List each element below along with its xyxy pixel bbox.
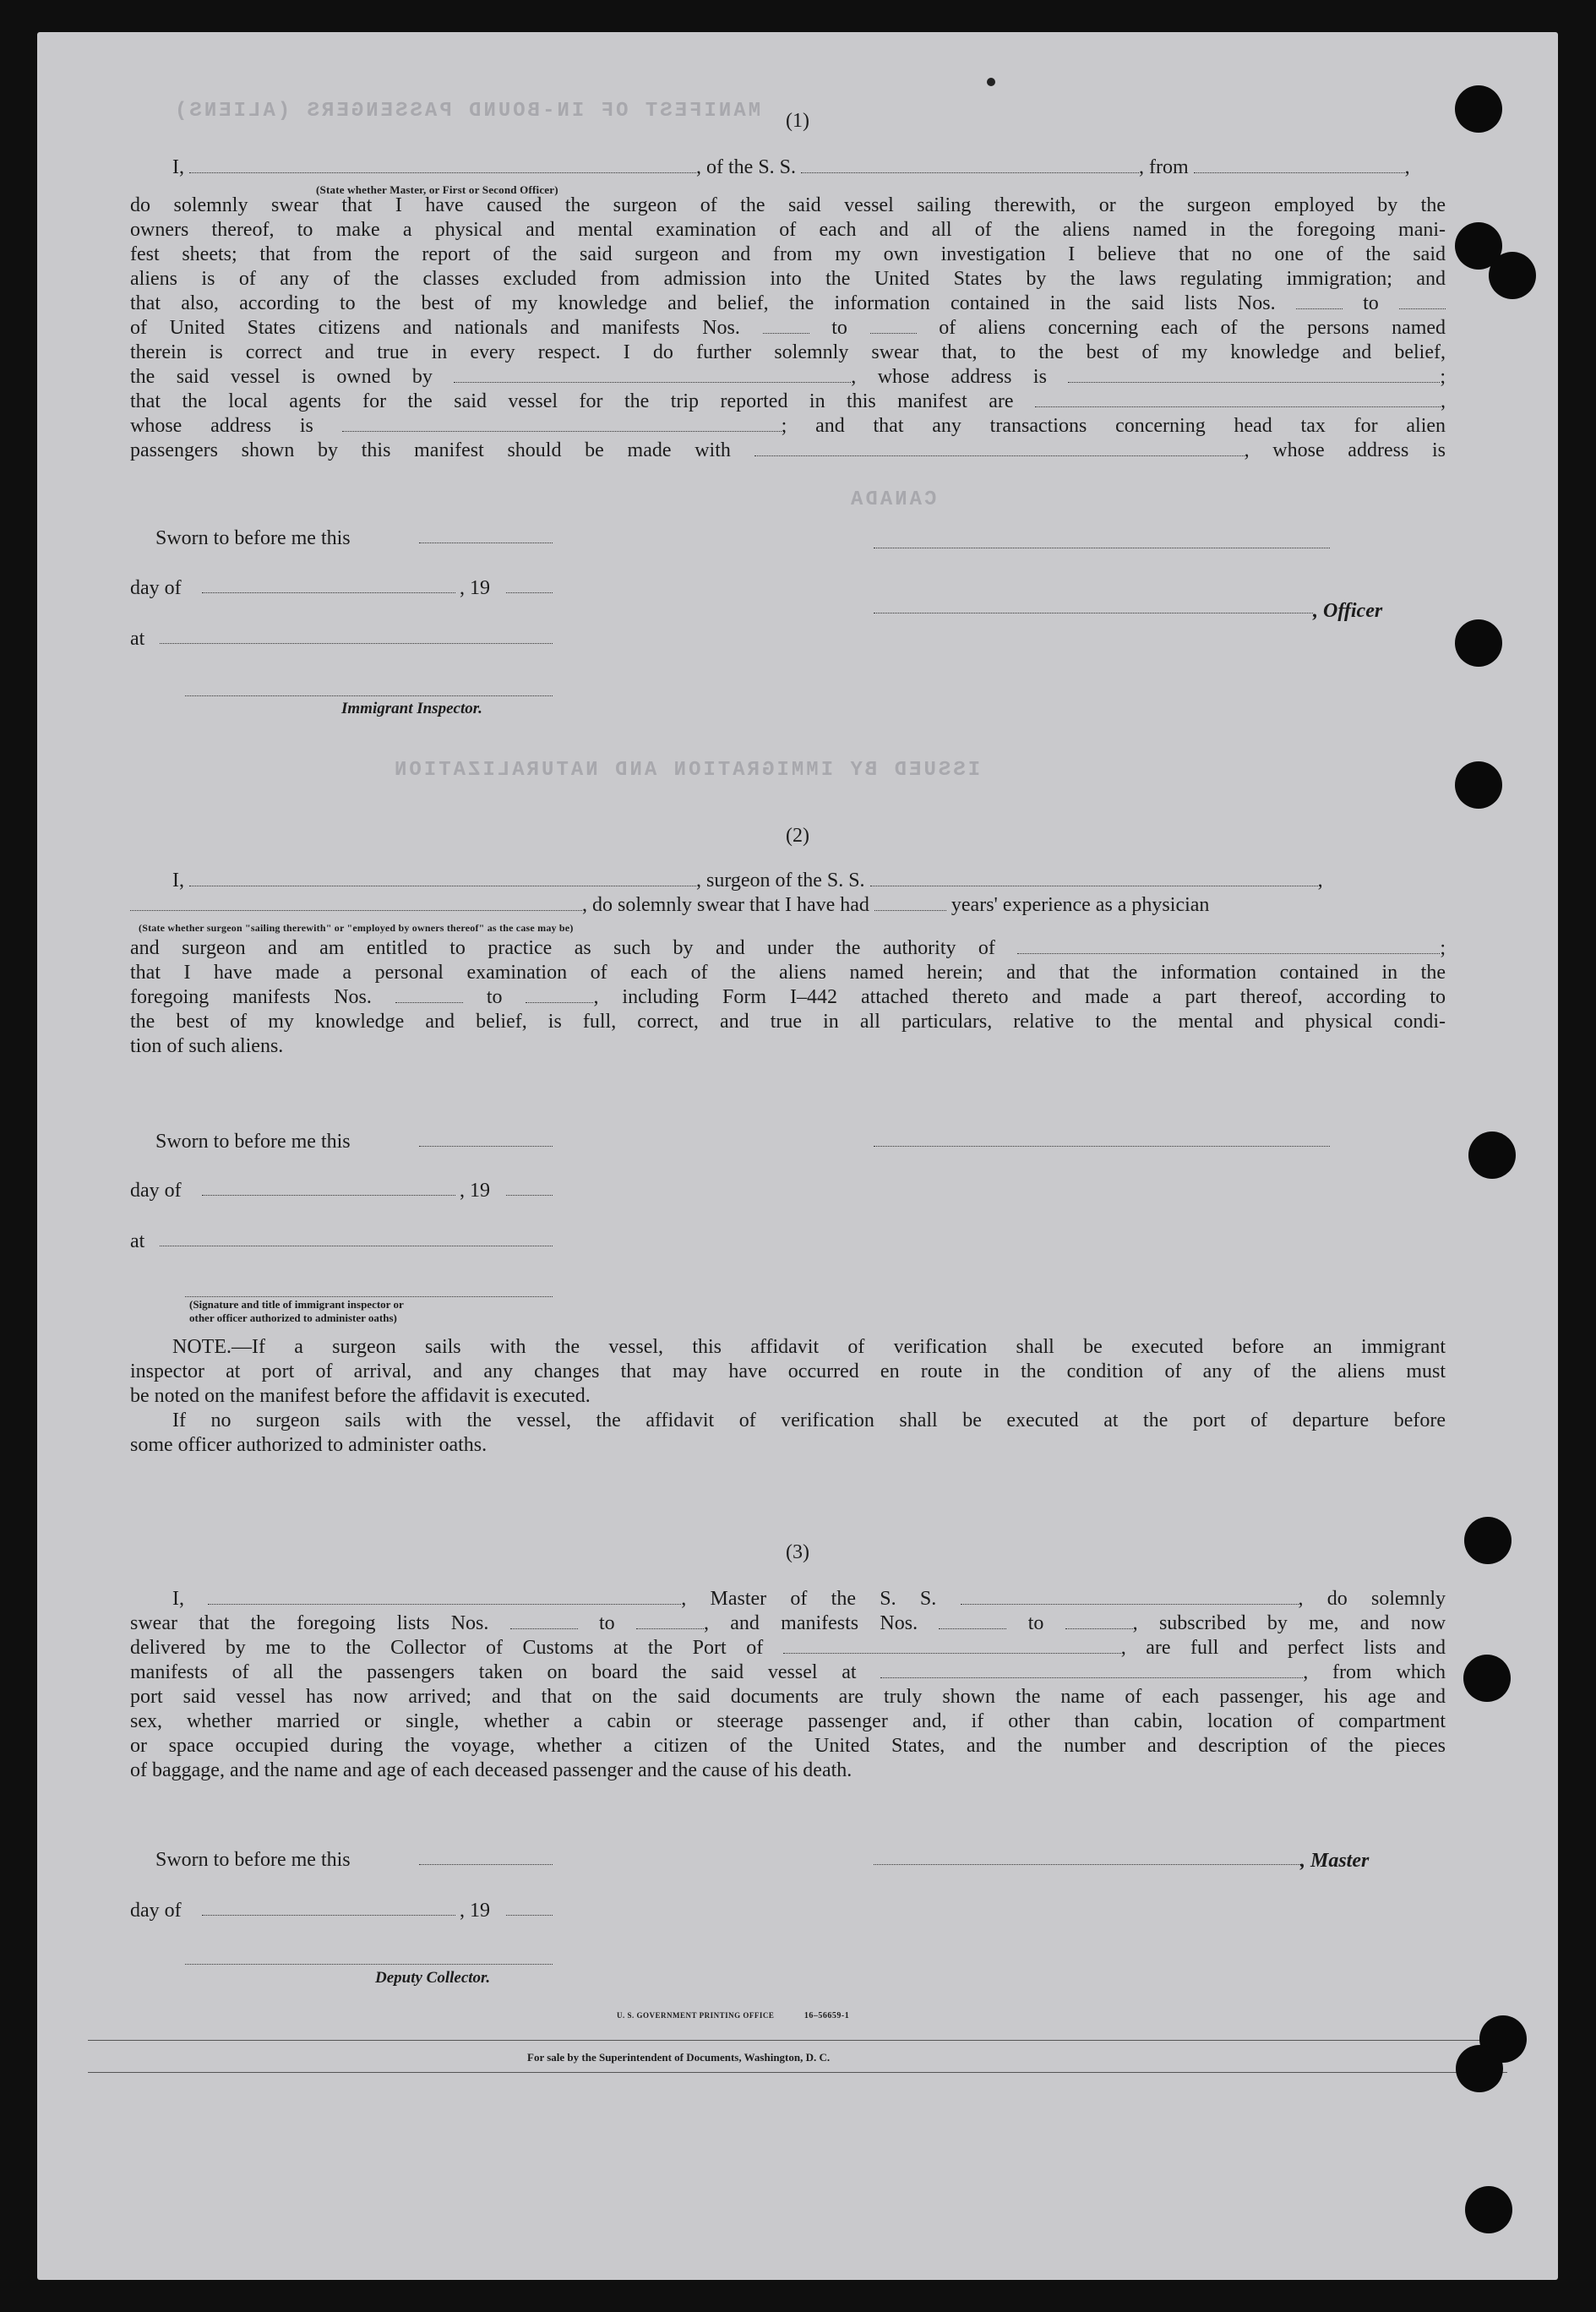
note-line-3: be noted on the manifest before the affidavit is executed.	[130, 1385, 591, 1407]
s1-line-9: the said vessel is owned by , whose address is ;	[130, 366, 1446, 388]
officer-name-field[interactable]	[189, 172, 696, 173]
section-1-body	[130, 155, 1446, 463]
s3-month-field[interactable]	[202, 1915, 455, 1916]
section-1-heading: (1)	[786, 110, 809, 132]
lists-to-field[interactable]	[1399, 308, 1446, 309]
s3-line-5: port said vessel has now arrived; and that on the said documents are truly shown the name of each passenger, his age and	[130, 1686, 1446, 1708]
s1-at-label: at	[130, 628, 145, 650]
s3-manifests-to-field[interactable]	[1065, 1628, 1133, 1629]
bleed-through-text: ISSUED BY IMMIGRATION AND NATURALIZATION	[392, 759, 981, 782]
s2-line-6: the best of my knowledge and belief, is full, correct, and true in all particulars, relative to the mental and physical condi-	[130, 1011, 1446, 1033]
owner-address-field[interactable]	[1068, 382, 1440, 383]
section-3-body	[130, 1587, 1446, 1783]
s2-line-1: I, , surgeon of the S. S. ,	[172, 870, 1323, 892]
binder-hole	[1465, 2186, 1512, 2233]
s2-inspector-signature-line[interactable]	[185, 1296, 553, 1297]
s3-lists-from-field[interactable]	[510, 1628, 578, 1629]
agents-address-field[interactable]	[342, 431, 782, 432]
s2-sworn-date-field[interactable]	[419, 1146, 553, 1147]
authority-field[interactable]	[1017, 953, 1440, 954]
binder-hole	[1455, 619, 1502, 667]
s1-month-field[interactable]	[202, 592, 455, 593]
s1-line-12: passengers shown by this manifest should be made with , whose address is	[130, 439, 1446, 461]
speck	[987, 78, 995, 86]
collector-signature-line[interactable]	[185, 1964, 553, 1965]
deputy-collector-label: Deputy Collector.	[375, 1969, 491, 1987]
s3-line-2: swear that the foregoing lists Nos. to , and manifests Nos. to , subscribed by me, and now	[130, 1612, 1446, 1634]
s1-line-2: do solemnly swear that I have caused the surgeon of the said vessel sailing therewith, or the surgeon employed by the	[130, 194, 1446, 216]
surgeon-status-field[interactable]	[130, 910, 582, 911]
manifests-to-field[interactable]	[870, 333, 917, 334]
port-field[interactable]	[783, 1653, 1121, 1654]
s3-line-1: I, , Master of the S. S. , do solemnly	[172, 1588, 1446, 1610]
section-2-heading: (2)	[786, 825, 809, 847]
binder-hole	[1463, 1655, 1511, 1702]
surgeon-signature-line[interactable]	[874, 1146, 1330, 1147]
s2-line-4: that I have made a personal examination of each of the aliens named herein; and that the information contained in the	[130, 962, 1446, 984]
s1-line-8: therein is correct and true in every respect. I do further solemnly swear that, to the best of my knowledge and belief,	[130, 341, 1446, 363]
s2-line-5: foregoing manifests Nos. to , including Form I–442 attached thereto and made a part thereof, according to	[130, 986, 1446, 1008]
note-line-2: inspector at port of arrival, and any changes that may have occurred en route in the condition of any of the aliens must	[130, 1360, 1446, 1382]
s3-vessel-field[interactable]	[961, 1604, 1299, 1605]
lists-from-field[interactable]	[1296, 308, 1343, 309]
s3-sworn-date-field[interactable]	[419, 1864, 553, 1865]
years-experience-field[interactable]	[874, 910, 946, 911]
s1-line-11: whose address is ; and that any transactions concerning head tax for alien	[130, 415, 1446, 437]
s1-year-label: , 19	[460, 577, 490, 599]
binder-hole	[1455, 85, 1502, 133]
sale-notice: For sale by the Superintendent of Documents, Washington, D. C.	[527, 2051, 831, 2064]
master-name-field[interactable]	[208, 1604, 681, 1605]
local-agents-field[interactable]	[1035, 406, 1441, 407]
s3-lists-to-field[interactable]	[636, 1628, 704, 1629]
s1-line-1: I, , of the S. S. , from ,	[172, 156, 1410, 178]
form-page	[37, 32, 1558, 2280]
s2-manifests-to-field[interactable]	[526, 1002, 593, 1003]
binder-hole	[1489, 252, 1536, 299]
note-line-4: If no surgeon sails with the vessel, the affidavit of verification shall be executed at the port of departure before	[172, 1410, 1446, 1431]
s3-dayof-label: day of	[130, 1900, 182, 1922]
s1-line-3: owners thereof, to make a physical and mental examination of each and all of the aliens named in the foregoing mani-	[130, 219, 1446, 241]
s2-dayof-label: day of	[130, 1180, 182, 1202]
binder-hole	[1455, 761, 1502, 809]
s1-line-10: that the local agents for the said vessel for the trip reported in this manifest are ,	[130, 390, 1446, 412]
s3-sworn-label: Sworn to before me this	[155, 1849, 351, 1871]
s1-year-field[interactable]	[506, 592, 553, 593]
officer-rank-caption: (State whether Master, or First or Second Officer)	[316, 183, 558, 196]
binder-hole	[1464, 1517, 1512, 1564]
bleed-through-text: MANIFEST OF IN-BOUND PASSENGERS (ALIENS)	[172, 100, 761, 123]
owner-field[interactable]	[454, 382, 851, 383]
s1-sworn-label: Sworn to before me this	[155, 527, 351, 549]
s2-line-7: tion of such aliens.	[130, 1035, 284, 1057]
s3-line-4: manifests of all the passengers taken on board the said vessel at , from which	[130, 1661, 1446, 1683]
note-block	[130, 1335, 1446, 1458]
section-3-heading: (3)	[786, 1541, 809, 1563]
s3-line-8: of baggage, and the name and age of each deceased passenger and the cause of his death.	[130, 1759, 852, 1781]
inspector-signature-line[interactable]	[185, 695, 553, 696]
section-2-body	[130, 869, 1446, 1059]
vessel-name-field[interactable]	[801, 172, 1139, 173]
s1-line-5: aliens is of any of the classes excluded from admission into the United States by the laws regulating immigration; and	[130, 268, 1446, 290]
immigrant-inspector-label: Immigrant Inspector.	[341, 700, 482, 717]
note-line-5: some officer authorized to administer oaths.	[130, 1434, 488, 1456]
s3-year-field[interactable]	[506, 1915, 553, 1916]
bleed-through-text: CANADA	[848, 488, 937, 511]
s1-dayof-label: day of	[130, 577, 182, 599]
binder-hole	[1468, 1131, 1516, 1179]
s2-year-label: , 19	[460, 1180, 490, 1202]
binder-hole	[1456, 2045, 1503, 2092]
s1-line-6: that also, according to the best of my knowledge and belief, the information contained in the said lists Nos. to	[130, 292, 1446, 316]
s2-line-3: and surgeon and am entitled to practice as such by and under the authority of ;	[130, 937, 1446, 959]
s3-line-6: sex, whether married or single, whether a cabin or steerage passenger and, if other than cabin, location of compartment	[130, 1710, 1446, 1732]
s2-at-label: at	[130, 1230, 145, 1252]
s2-manifests-from-field[interactable]	[395, 1002, 463, 1003]
s2-month-field[interactable]	[202, 1195, 455, 1196]
note-label: NOTE.	[172, 1336, 232, 1358]
officer-label: , Officer	[1313, 600, 1383, 622]
s3-manifests-from-field[interactable]	[939, 1628, 1006, 1629]
boarding-place-field[interactable]	[880, 1677, 1303, 1678]
from-port-field[interactable]	[1194, 172, 1405, 173]
master-label: , Master	[1300, 1850, 1370, 1872]
head-tax-contact-field[interactable]	[754, 455, 1245, 456]
s2-year-field[interactable]	[506, 1195, 553, 1196]
surgeon-status-caption: (State whether surgeon "sailing therewith" or "employed by owners thereof" as the case may be)	[139, 922, 574, 934]
s2-line-2: , do solemnly swear that I have had years' experience as a physician	[130, 893, 1446, 918]
footer-rule-lower	[88, 2072, 1507, 2073]
s3-line-7: or space occupied during the voyage, whether a citizen of the United States, and the number and description of the pieces	[130, 1735, 1446, 1757]
s1-line-7: of United States citizens and nationals and manifests Nos. to of aliens concerning each of the persons named	[130, 317, 1446, 339]
manifests-from-field[interactable]	[763, 333, 809, 334]
s3-year-label: , 19	[460, 1900, 490, 1922]
s3-line-3: delivered by me to the Collector of Customs at the Port of , are full and perfect lists and	[130, 1637, 1446, 1659]
s1-at-field[interactable]	[160, 643, 553, 644]
note-line-1: NOTE.—If a surgeon sails with the vessel, this affidavit of verification shall be executed before an immigrant	[172, 1336, 1446, 1358]
s2-sworn-label: Sworn to before me this	[155, 1131, 351, 1153]
s1-line-4: fest sheets; that from the report of the said surgeon and from my own investigation I believe that no one of the said	[130, 243, 1446, 265]
footer-rule	[88, 2040, 1507, 2041]
s2-signature-caption: (Signature and title of immigrant inspector or other officer authorized to administer oaths)	[189, 1298, 404, 1324]
master-signature-line[interactable]	[874, 1864, 1300, 1865]
gpo-imprint: U. S. GOVERNMENT PRINTING OFFICE 16–56659-1	[617, 2011, 850, 2020]
